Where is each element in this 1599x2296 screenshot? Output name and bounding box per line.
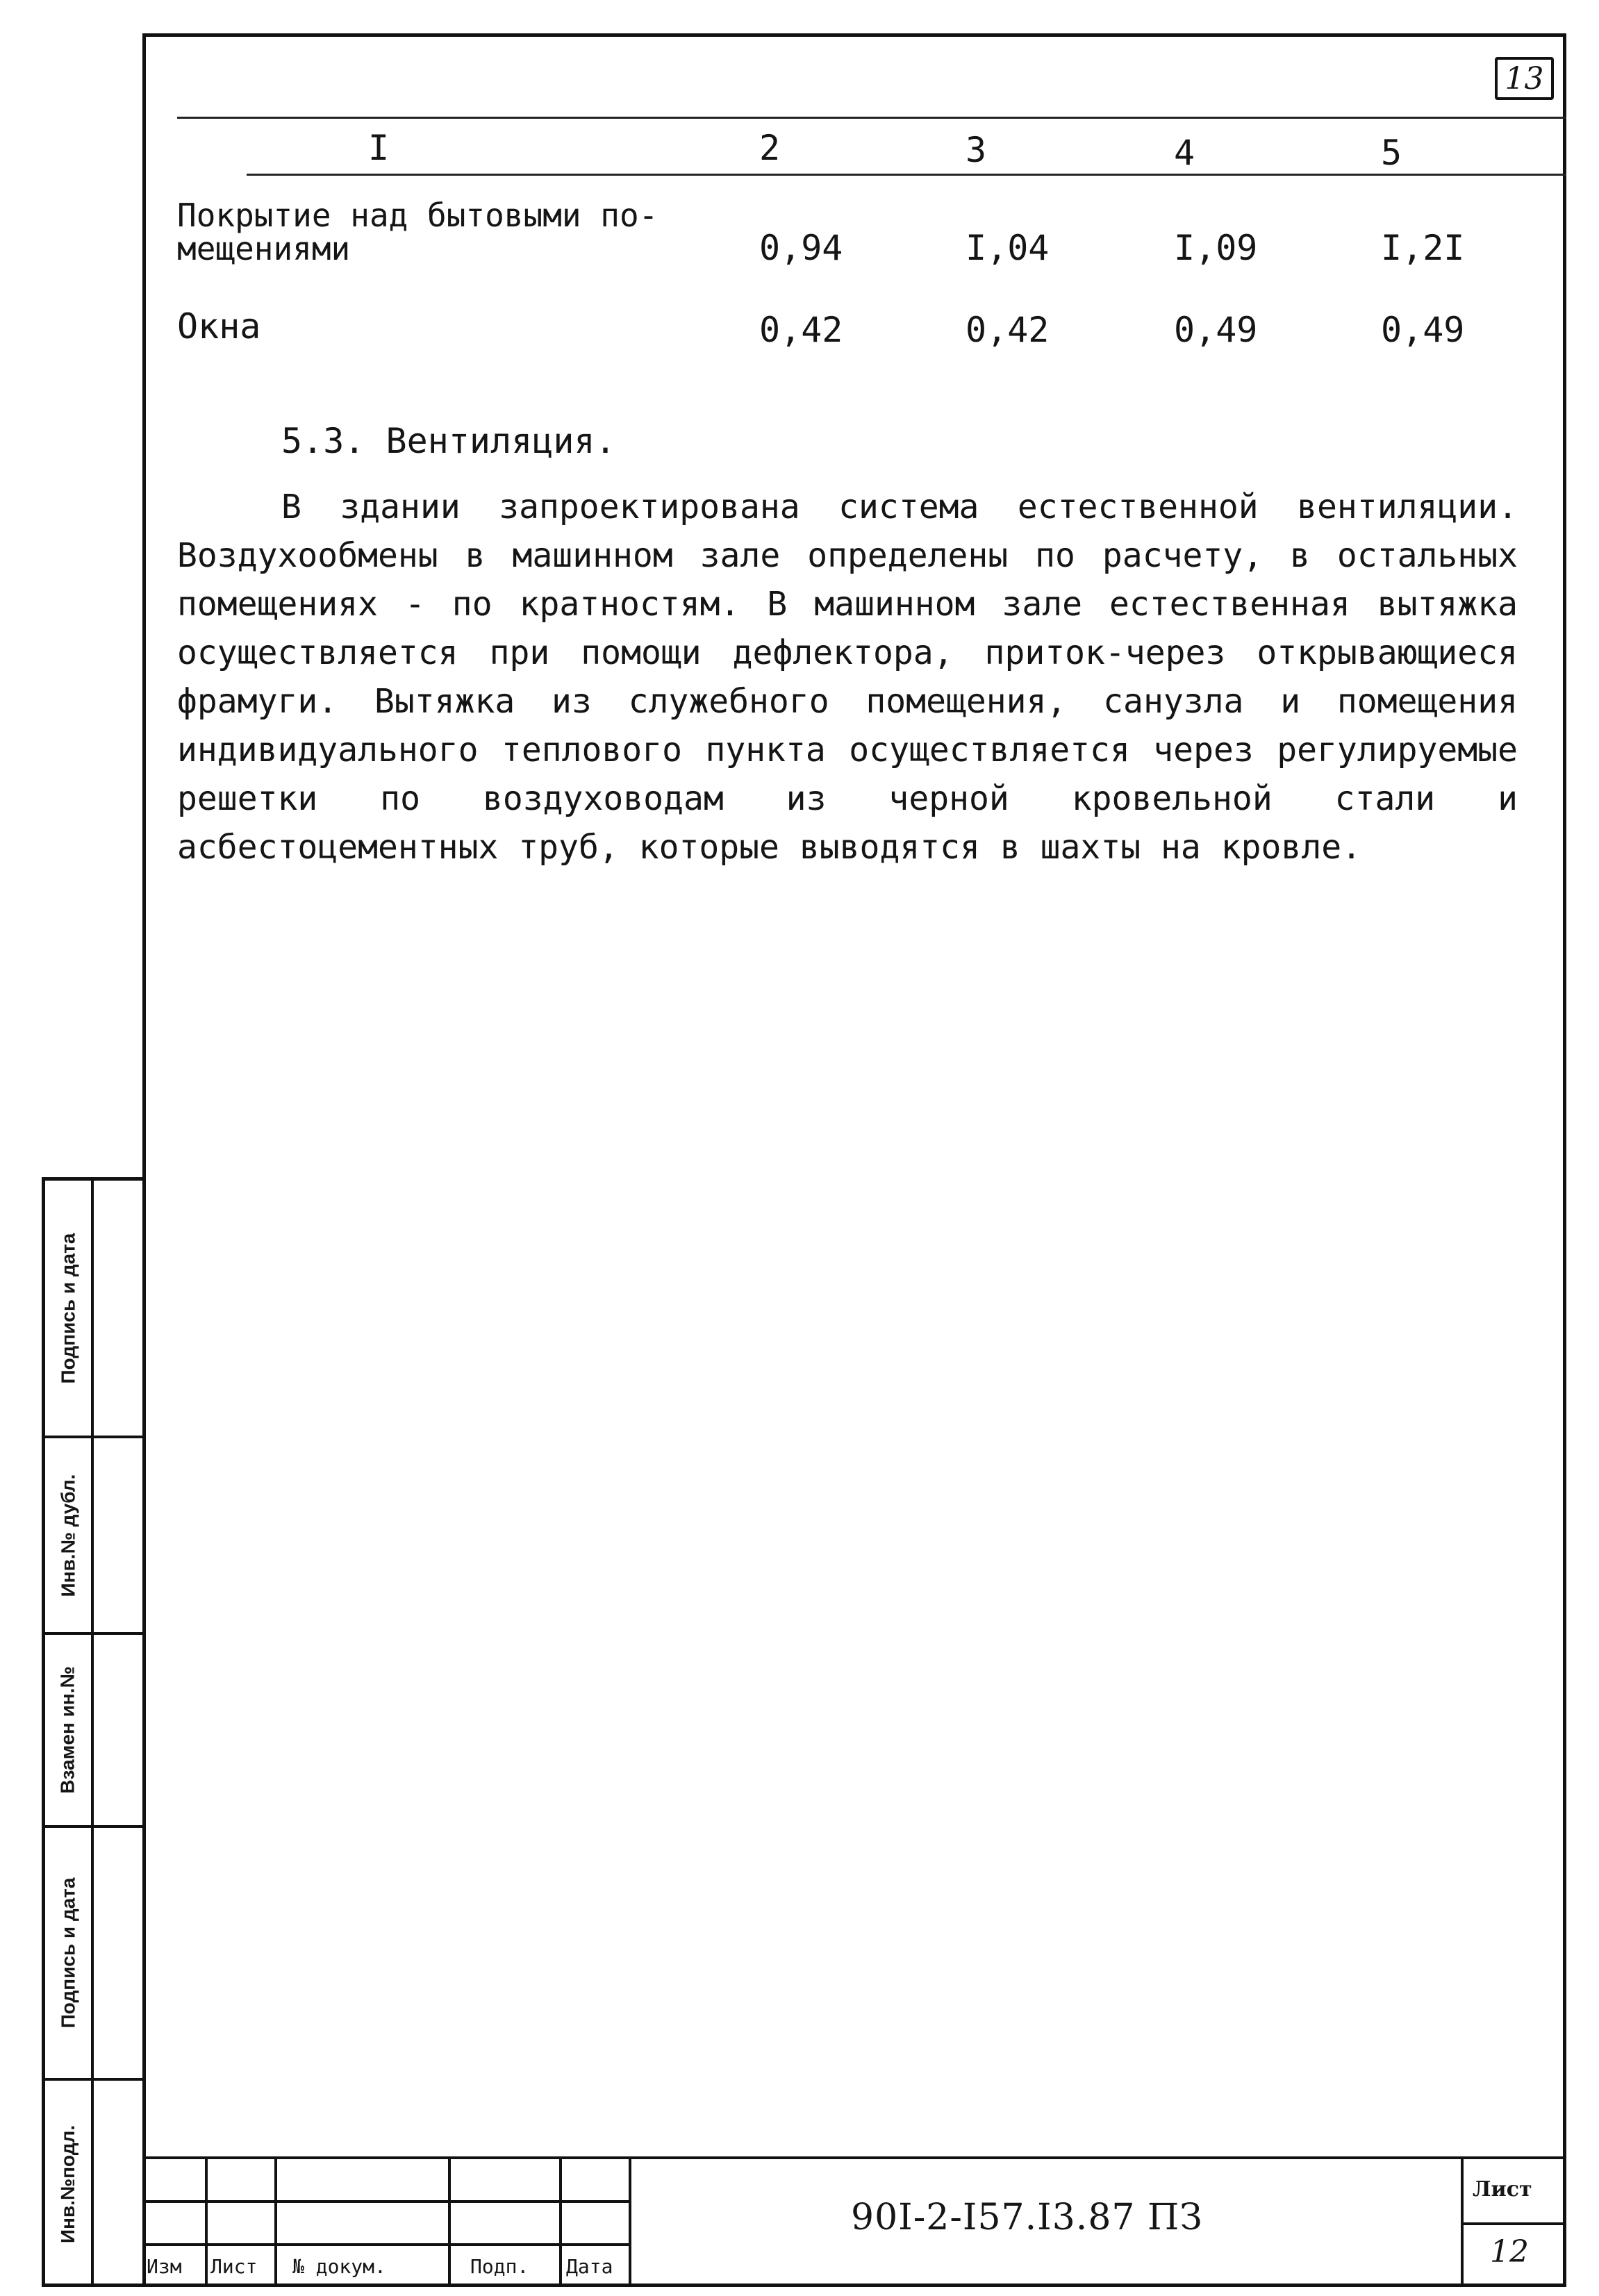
table-header-2: 2 xyxy=(759,128,781,168)
row-1-value-4: I,09 xyxy=(1174,228,1258,268)
title-block-top-rule xyxy=(142,2156,1566,2159)
title-block-col-izm: Изм xyxy=(147,2255,182,2278)
title-block-sheet-rule xyxy=(1461,2222,1566,2225)
row-2-label: Окна xyxy=(177,306,261,347)
title-block-col-rule xyxy=(274,2156,277,2287)
title-block-row-rule xyxy=(142,2200,629,2203)
table-header-1: I xyxy=(368,128,390,168)
side-stamp xyxy=(42,1177,142,2287)
title-block-row-rule xyxy=(142,2243,629,2246)
title-block-col-rule xyxy=(205,2156,208,2287)
row-1-label-line2: мещениями xyxy=(177,230,351,267)
title-block-col-sign: Подп. xyxy=(470,2255,529,2278)
title-block-col-doc: № докум. xyxy=(292,2255,386,2278)
sheet-label: Лист xyxy=(1473,2177,1532,2202)
row-1-value-5: I,2I xyxy=(1381,228,1465,268)
table-header-3: 3 xyxy=(966,130,987,170)
page-stamp-number: 13 xyxy=(1495,57,1554,100)
paragraph-text: В здании запроектирована система естественной вентиляции. Воздухообмены в машинном зале определены по расчету, в остальных помещениях - по кратностям. В машинном зале естественная вытяжка осуществляется при помощи дефлектора, приток-через открывающиеся фрамуги. Вытяжка из служебного помещения, санузла и помещения индивидуального теплового пункта осуществляется через регулируемые решетки по воздуховодам из черной кровельной стали и асбестоцементных труб, которые выводятся в шахты на кровле. xyxy=(177,488,1518,867)
row-2-value-5: 0,49 xyxy=(1381,310,1465,350)
drawing-frame xyxy=(142,33,1566,2287)
sheet-number: 12 xyxy=(1490,2234,1529,2270)
section-heading: 5.3. Вентиляция. xyxy=(281,421,616,461)
table-header-rule xyxy=(247,174,1566,176)
row-1-value-3: I,04 xyxy=(966,228,1050,268)
title-block-col-rule xyxy=(629,2156,631,2287)
side-stamp-divider xyxy=(91,1181,94,2283)
side-stamp-label-4: Подпись и дата xyxy=(57,1877,79,2029)
row-2-value-2: 0,42 xyxy=(759,310,843,350)
side-stamp-label-5: Инв.№подл. xyxy=(57,2124,79,2243)
section-paragraph xyxy=(177,483,1518,872)
document-code: 90I-2-I57.I3.87 ПЗ xyxy=(851,2197,1203,2238)
table-top-rule xyxy=(177,117,1566,119)
table-header-4: 4 xyxy=(1174,133,1195,173)
title-block-col-date: Дата xyxy=(566,2255,613,2278)
title-block-col-rule xyxy=(1461,2156,1464,2287)
title-block-col-rule xyxy=(448,2156,451,2287)
side-stamp-label-2: Инв.№ дубл. xyxy=(57,1474,78,1597)
title-block-col-rule xyxy=(559,2156,562,2287)
row-1-label-line1: Покрытие над бытовыми по- xyxy=(177,197,658,234)
row-2-value-3: 0,42 xyxy=(966,310,1050,350)
side-stamp-label-3: Взамен ин.№ xyxy=(57,1666,78,1794)
row-1-value-2: 0,94 xyxy=(759,228,843,268)
table-header-5: 5 xyxy=(1381,133,1402,173)
title-block-col-list: Лист xyxy=(210,2255,258,2278)
row-2-value-4: 0,49 xyxy=(1174,310,1258,350)
side-stamp-label-1: Подпись и дата xyxy=(57,1233,79,1383)
title-block xyxy=(142,2156,1566,2287)
